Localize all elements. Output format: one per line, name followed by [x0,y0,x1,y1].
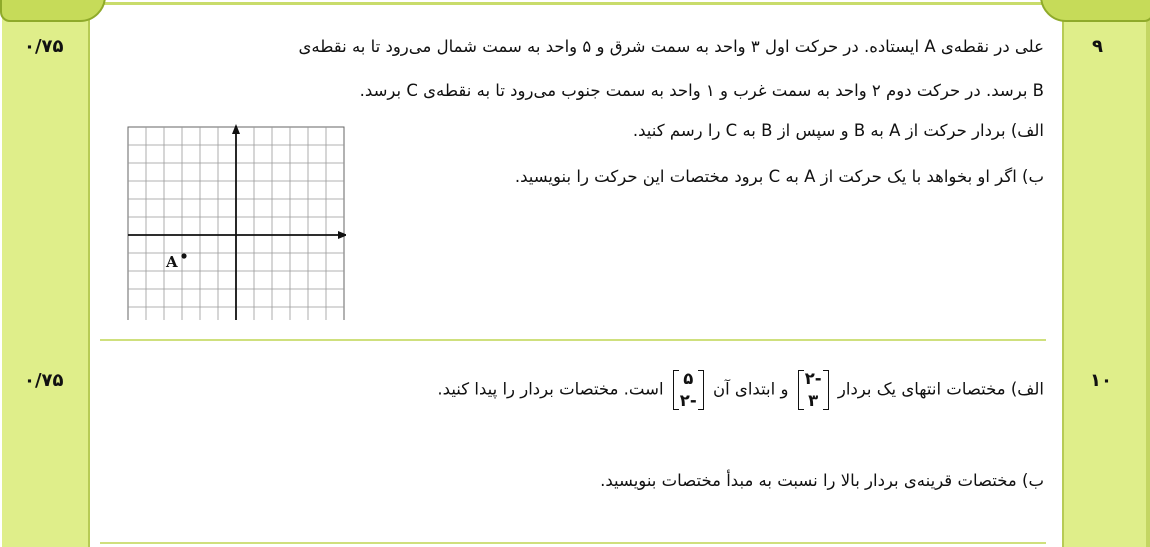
end-vector-y: ۳ [808,391,819,410]
coordinate-grid [126,124,346,320]
top-right-tab [1040,0,1150,22]
question-10-part-b: ب) مختصات قرینه‌ی بردار بالا را نسبت به مبدأ مختصات بنویسید. [600,471,1044,490]
question-9-part-b: ب) اگر او بخواهد با یک حرکت از A به C برود مختصات این حرکت را بنویسید. [514,167,1044,186]
question-9-number: ۹ [1092,36,1103,57]
part-a-text-2: و ابتدای آن [712,379,789,399]
row-separator [100,339,1046,341]
question-9-part-a: الف) بردار حرکت از A به B و سپس از B به C را رسم کنید. [632,121,1044,140]
row-separator [100,542,1046,544]
start-vector-y: -۲ [679,391,697,410]
point-a [181,253,186,258]
score-column [2,0,90,547]
question-number-column [1062,0,1148,547]
question-10-score: ۰/۷۵ [24,370,64,391]
question-10-part-a [437,368,1044,412]
part-a-text-3: است. مختصات بردار را پیدا کنید. [437,379,664,399]
top-left-tab [0,0,106,22]
end-vector-x: -۲ [804,369,822,388]
point-a-label: A [166,253,178,271]
question-9-line-2: B برسد. در حرکت دوم ۲ واحد به سمت غرب و ۱ واحد به سمت جنوب می‌رود تا به نقطه‌ی C برسد. [359,81,1044,100]
coordinate-grid-svg [126,124,346,320]
question-10-number: ۱۰ [1090,370,1112,391]
question-9-score: ۰/۷۵ [24,36,64,57]
end-point-vector [798,368,829,412]
part-a-text-1: الف) مختصات انتهای یک بردار [837,379,1044,399]
start-vector-x: ۵ [683,369,694,388]
start-point-vector [673,368,704,412]
right-edge [1146,0,1150,547]
question-9-line-1: علی در نقطه‌ی A ایستاده. در حرکت اول ۳ واحد به سمت شرق و ۵ واحد به سمت شمال می‌رود تا به نقطه‌ی [298,37,1044,56]
top-border [0,2,1150,5]
